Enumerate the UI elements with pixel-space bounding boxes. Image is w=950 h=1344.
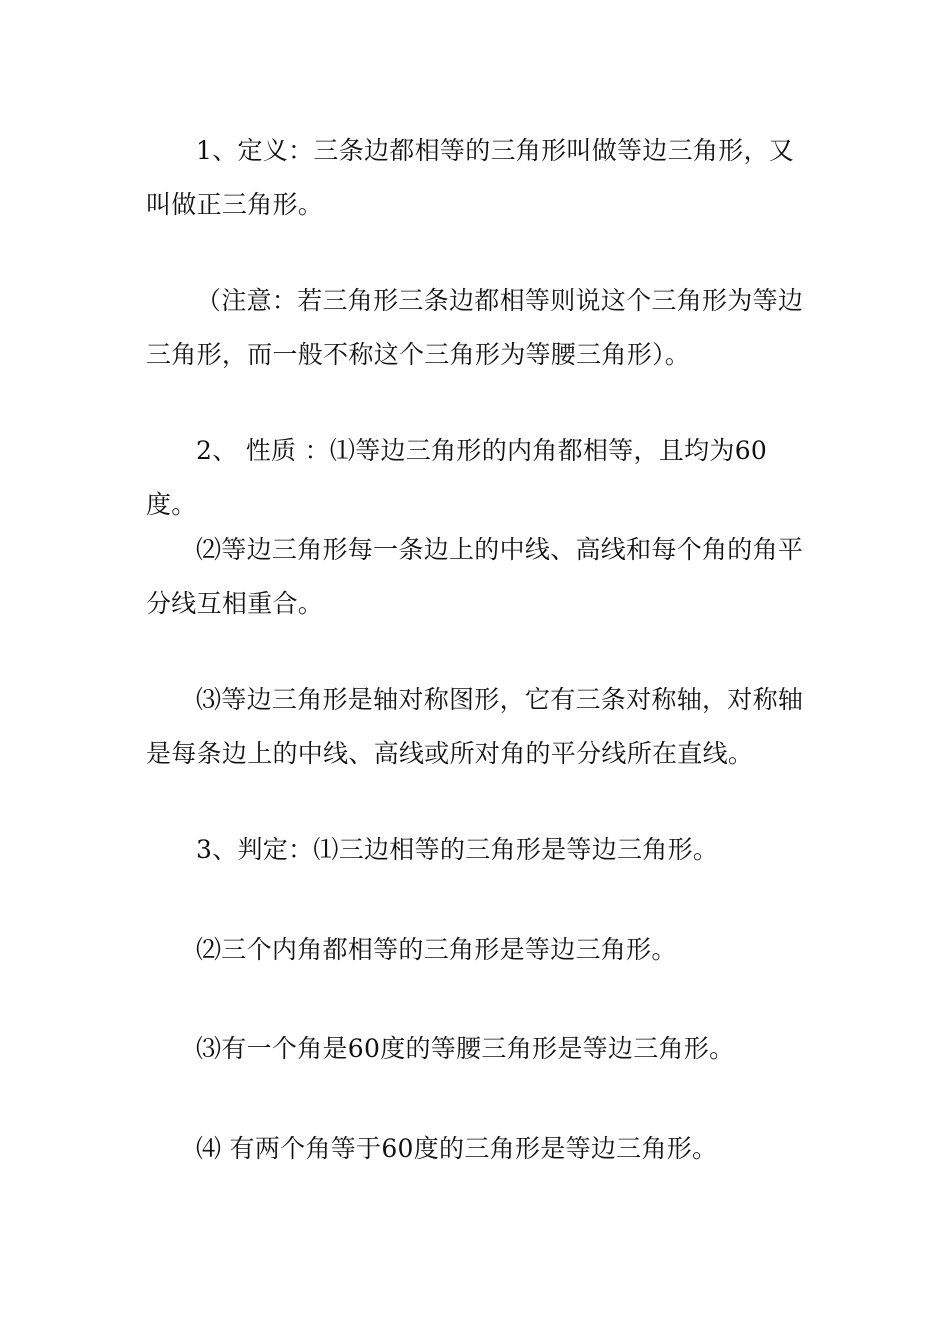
paragraph-criterion-2: ⑵三个内角都相等的三角形是等边三角形。 (196, 935, 677, 964)
paragraph-criterion-3: ⑶有一个角是60度的等腰三角形是等边三角形。 (196, 1034, 735, 1063)
paragraph-criterion-4: ⑷ 有两个角等于60度的三角形是等边三角形。 (196, 1134, 718, 1163)
paragraph-property-3: ⑶等边三角形是轴对称图形，它有三条对称轴，对称轴是每条边上的中线、高线或所对角的平分线所在直线。 (146, 685, 804, 768)
paragraph-property-1: 2、 性质 ：⑴等边三角形的内角都相等，且均为60度。 (146, 436, 768, 519)
paragraph-definition: 1、定义：三条边都相等的三角形叫做等边三角形，又叫做正三角形。 (146, 136, 795, 219)
paragraph-criterion-1: 3、判定：⑴三边相等的三角形是等边三角形。 (196, 835, 719, 864)
paragraph-property-2: ⑵等边三角形每一条边上的中线、高线和每个角的角平分线互相重合。 (146, 535, 804, 618)
paragraph-note: （注意：若三角形三条边都相等则说这个三角形为等边三角形，而一般不称这个三角形为等腰三角形）。 (146, 286, 804, 369)
